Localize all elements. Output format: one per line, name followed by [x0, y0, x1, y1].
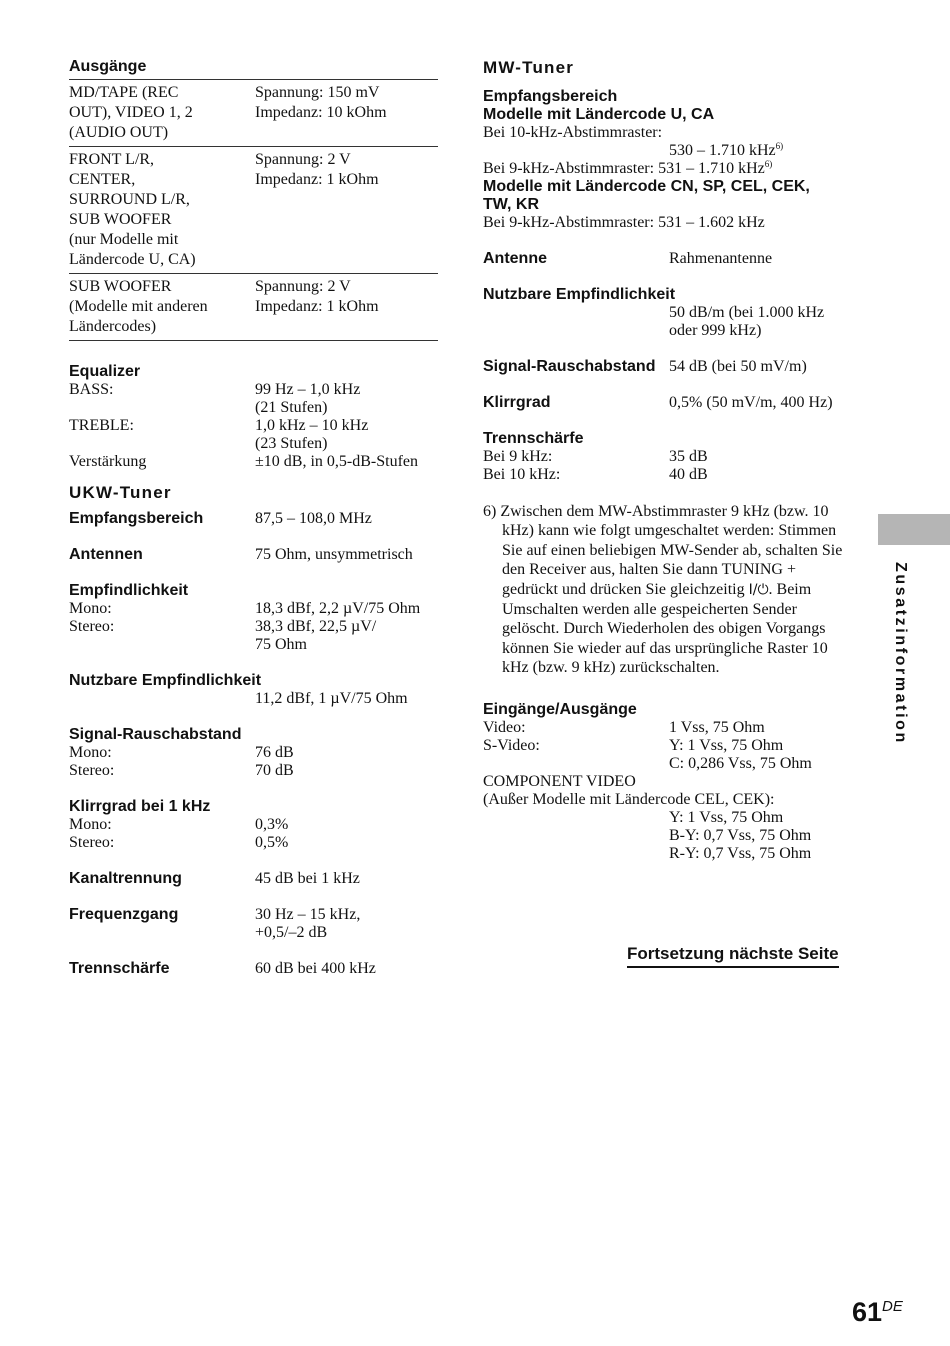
output-name: SUB WOOFER (Modelle mit anderen Ländercodes)	[69, 274, 255, 341]
am-thd-value: 0,5% (50 mV/m, 400 Hz)	[669, 394, 833, 411]
am-sel10-row	[483, 466, 855, 484]
bass-row	[69, 381, 438, 417]
fm-mono-row	[69, 600, 438, 618]
fm-sensitivity-heading: Empfindlichkeit	[69, 582, 189, 599]
io-heading: Eingänge/Ausgänge	[483, 700, 637, 718]
am-step9-line	[483, 160, 855, 178]
equalizer-heading: Equalizer	[69, 363, 141, 380]
fm-snr-stereo-row	[69, 762, 438, 780]
footnote-ref: 6)	[775, 141, 784, 151]
fm-thd-stereo-row	[69, 834, 438, 852]
fm-range-label: Empfangsbereich	[69, 510, 204, 527]
fm-mono-value: 18,3 dBf, 2,2 µV/75 Ohm	[255, 600, 421, 617]
fm-antenna-value: 75 Ohm, unsymmetrisch	[255, 546, 413, 563]
page-number	[852, 1298, 903, 1326]
fm-thd-mono-value: 0,3%	[255, 816, 289, 833]
am-step10-line	[483, 142, 855, 160]
continued-note: Fortsetzung nächste Seite	[627, 944, 839, 968]
output-value: Spannung: 150 mV Impedanz: 10 kOhm	[255, 84, 387, 121]
fm-antenna-label: Antennen	[69, 546, 143, 563]
fm-separation-label: Kanaltrennung	[69, 870, 182, 887]
fm-snr-stereo-value: 70 dB	[255, 762, 294, 779]
am-antenna-row	[483, 250, 855, 268]
gain-value: ±10 dB, in 0,5-dB-Stufen	[255, 453, 418, 470]
io-component-values: Y: 1 Vss, 75 Ohm B-Y: 0,7 Vss, 75 Ohm R-Y: 0,7 Vss, 75 Ohm	[669, 808, 812, 862]
page-number-value: 61	[852, 1297, 883, 1327]
io-svideo-value: Y: 1 Vss, 75 Ohm C: 0,286 Vss, 75 Ohm	[669, 736, 812, 772]
bass-value: 99 Hz – 1,0 kHz (21 Stufen)	[255, 381, 361, 416]
am-thd-label: Klirrgrad	[483, 394, 551, 411]
fm-stereo-value: 38,3 dBf, 22,5 µV/ 75 Ohm	[255, 618, 377, 653]
am-sel9-row	[483, 448, 855, 466]
am-tuner-title: MW-Tuner	[483, 58, 575, 77]
section-tab-marker	[878, 514, 950, 545]
fm-snr-mono-value: 76 dB	[255, 744, 294, 761]
treble-label: TREBLE:	[69, 417, 134, 434]
right-column	[483, 58, 855, 863]
io-video-value: 1 Vss, 75 Ohm	[669, 718, 765, 736]
am-uca-heading: Modelle mit Ländercode U, CA	[483, 106, 715, 123]
io-component-note: (Außer Modelle mit Ländercode CEL, CEK):	[483, 790, 775, 808]
am-range-heading: Empfangsbereich	[483, 88, 618, 105]
fm-thd-stereo-label: Stereo:	[69, 834, 115, 851]
table-row	[69, 274, 438, 341]
treble-value: 1,0 kHz – 10 kHz (23 Stufen)	[255, 417, 369, 452]
gain-row	[69, 453, 438, 471]
am-usable-heading: Nutzbare Empfindlichkeit	[483, 286, 676, 303]
table-row	[69, 147, 438, 274]
gain-label: Verstärkung	[69, 453, 147, 470]
am-thd-row	[483, 394, 855, 412]
fm-separation-value: 45 dB bei 1 kHz	[255, 870, 360, 887]
footnote-text-1: 6) Zwischen dem MW-Abstimmraster 9 kHz (bzw. 10 kHz) kann wie folgt umgeschaltet werden: Stimmen Sie auf einen beliebigen MW-Sender ab, schalten Sie den Receiver aus, halten Sie dann TUNING + gedrückt und drücken Sie gleichzeitig	[483, 503, 843, 598]
outputs-table	[69, 79, 438, 341]
am-sel9-value: 35 dB	[669, 448, 708, 465]
fm-thd-stereo-value: 0,5%	[255, 834, 289, 851]
fm-mono-label: Mono:	[69, 600, 112, 617]
outputs-heading: Ausgänge	[69, 58, 147, 75]
fm-thd-mono-label: Mono:	[69, 816, 112, 833]
fm-frequency-value: 30 Hz – 15 kHz, +0,5/–2 dB	[255, 906, 361, 941]
page-language: DE	[882, 1298, 903, 1315]
fm-snr-heading: Signal-Rauschabstand	[69, 726, 242, 743]
am-other-step9-label: Bei 9-kHz-Abstimmraster:	[483, 214, 655, 231]
treble-row	[69, 417, 438, 453]
am-sel10-label: Bei 10 kHz:	[483, 466, 561, 483]
fm-thd-heading: Klirrgrad bei 1 kHz	[69, 798, 211, 815]
fm-range-value: 87,5 – 108,0 MHz	[255, 510, 372, 527]
am-snr-label: Signal-Rauschabstand	[483, 358, 656, 375]
am-antenna-value: Rahmenantenne	[669, 250, 773, 267]
fm-antenna-row	[69, 546, 438, 564]
output-name: FRONT L/R, CENTER, SURROUND L/R, SUB WOOFER (nur Modelle mit Ländercode U, CA)	[69, 147, 255, 274]
am-step10-value: 530 – 1.710 kHz	[669, 142, 776, 159]
footnote-6	[483, 502, 855, 678]
am-other-heading: Modelle mit Ländercode CN, SP, CEL, CEK, TW, KR	[483, 178, 810, 213]
power-icon: I/⏻	[748, 581, 769, 598]
fm-snr-stereo-label: Stereo:	[69, 762, 115, 779]
fm-snr-mono-label: Mono:	[69, 744, 112, 761]
am-usable-value: 50 dB/m (bei 1.000 kHz oder 999 kHz)	[669, 304, 825, 339]
io-video-row	[483, 719, 855, 737]
fm-range-row	[69, 510, 438, 528]
io-component-label: COMPONENT VIDEO	[483, 772, 636, 790]
fm-selectivity-label: Trennschärfe	[69, 960, 170, 977]
fm-stereo-label: Stereo:	[69, 618, 115, 635]
bass-label: BASS:	[69, 381, 114, 398]
am-snr-value: 54 dB (bei 50 mV/m)	[669, 358, 807, 375]
fm-separation-row	[69, 870, 438, 888]
fm-thd-mono-row	[69, 816, 438, 834]
io-svideo-label: S-Video:	[483, 736, 540, 754]
fm-stereo-row	[69, 618, 438, 654]
footnote-ref: 6)	[764, 159, 773, 169]
io-svideo-row	[483, 737, 855, 773]
fm-tuner-title: UKW-Tuner	[69, 483, 172, 502]
am-step9-value: 531 – 1.710 kHz	[658, 160, 765, 177]
am-selectivity-heading: Trennschärfe	[483, 430, 584, 447]
fm-usable-heading: Nutzbare Empfindlichkeit	[69, 672, 262, 689]
output-value: Spannung: 2 V Impedanz: 1 kOhm	[255, 147, 438, 274]
output-name: MD/TAPE (REC OUT), VIDEO 1, 2 (AUDIO OUT)	[69, 84, 193, 141]
output-value: Spannung: 2 V Impedanz: 1 kOhm	[255, 274, 438, 341]
fm-usable-value: 11,2 dBf, 1 µV/75 Ohm	[255, 690, 408, 707]
am-other-step9-line	[483, 214, 855, 232]
am-snr-row	[483, 358, 855, 376]
fm-snr-mono-row	[69, 744, 438, 762]
left-column	[69, 58, 438, 978]
am-step10-label: Bei 10-kHz-Abstimmraster:	[483, 124, 663, 141]
am-sel10-value: 40 dB	[669, 466, 708, 483]
am-antenna-label: Antenne	[483, 250, 547, 267]
fm-selectivity-row	[69, 960, 438, 978]
fm-frequency-label: Frequenzgang	[69, 906, 179, 923]
fm-frequency-row	[69, 906, 438, 942]
am-other-step9-value: 531 – 1.602 kHz	[658, 214, 765, 231]
am-sel9-label: Bei 9 kHz:	[483, 448, 553, 465]
table-row	[69, 80, 438, 147]
side-tab-label: Zusatzinformation	[892, 562, 909, 745]
io-video-label: Video:	[483, 718, 526, 736]
footnote-text-2: . Beim Umschalten werden alle gespeicherten Sender gelöscht. Durch Wiederholen des obigen Vorgangs können Sie wieder auf das ursprüngliche Raster 10 kHz (bzw. 9 kHz) zurückschalten.	[502, 580, 828, 677]
am-step9-label: Bei 9-kHz-Abstimmraster:	[483, 160, 655, 177]
fm-selectivity-value: 60 dB bei 400 kHz	[255, 960, 376, 977]
